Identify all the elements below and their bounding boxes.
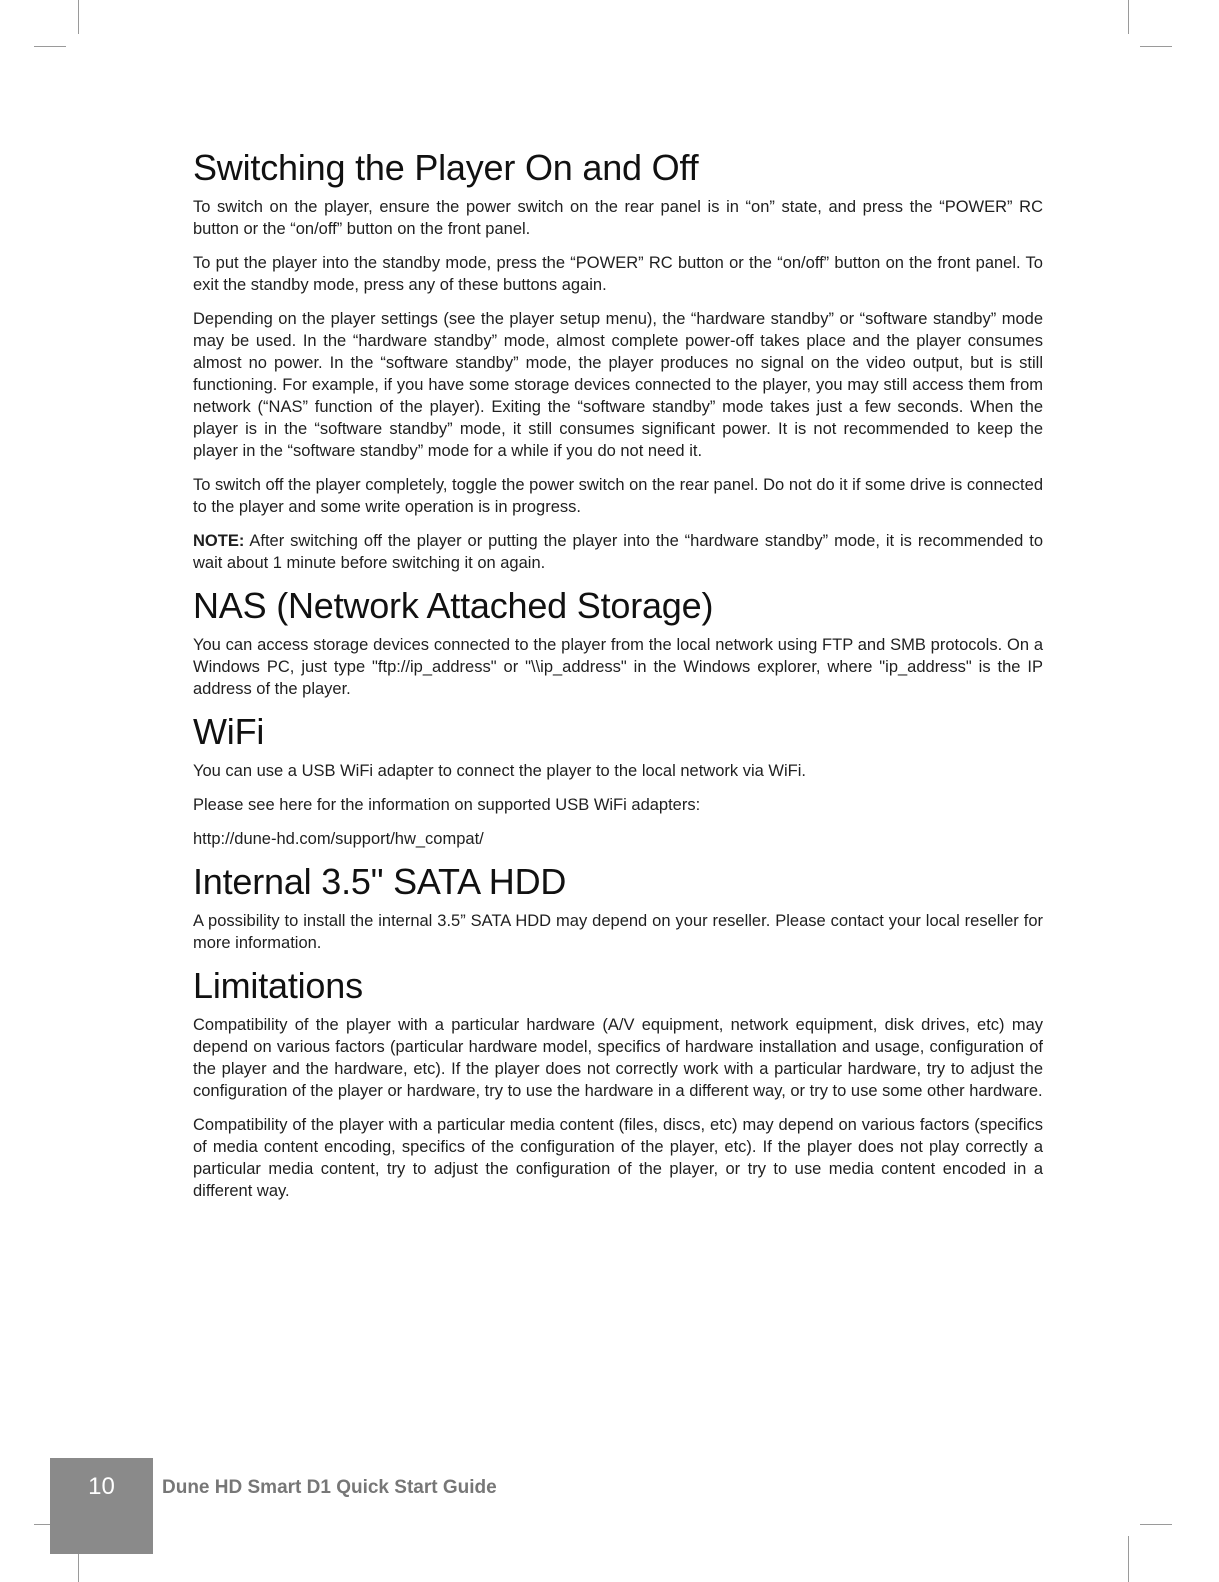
section-switching [193,148,1043,574]
section-heading: NAS (Network Attached Storage) [193,585,714,626]
crop-mark [34,46,66,47]
paragraph: Please see here for the information on supported USB WiFi adapters: [193,796,701,814]
paragraph: Depending on the player settings (see the player setup menu), the “hardware standby” or “software standby” mode may be used. In the “hardware standby” mode, almost complete power-off takes place and the player consumes almost no power. In the “software standby” mode, the player produces no signal on the video output, but is still functioning. For example, if you have some storage devices connected to the player, you may still access them from network (“NAS” function of the player). Exiting the “software standby” mode takes just a few seconds. When the player is in the “software standby” mode, it still consumes significant power. It is not recommended to keep the player in the “software standby” mode for a while if you do not need it. [193,310,1043,460]
crop-mark [1140,46,1172,47]
section-wifi [193,712,1043,850]
paragraph: Compatibility of the player with a particular hardware (A/V equipment, network equipment, disk drives, etc) may depend on various factors (particular hardware model, specifics of hardware installation and usage, configuration of the player and the hardware, etc). If the player does not correctly work with a particular hardware, try to adjust the configuration of the player or hardware, try to use the hardware in a different way, or try to use some other hardware. [193,1016,1043,1100]
paragraph: To put the player into the standby mode, press the “POWER” RC button or the “on/off” button on the front panel. To exit the standby mode, press any of these buttons again. [193,254,1043,294]
paragraph: A possibility to install the internal 3.5” SATA HDD may depend on your reseller. Please contact your local reseller for more information. [193,912,1043,952]
paragraph: Compatibility of the player with a particular media content (files, discs, etc) may depend on various factors (specifics of media content encoding, specifics of the configuration of the player, etc). If the player does not play correctly a particular media content, try to adjust the configuration of the player, or try to use media content encoded in a different way. [193,1116,1043,1200]
section-heading: Internal 3.5" SATA HDD [193,861,567,902]
crop-mark [1128,1536,1129,1582]
section-heading: WiFi [193,711,265,752]
section-nas [193,586,1043,700]
crop-mark [1140,1524,1172,1525]
page-number: 10 [88,1473,115,1500]
footer-title: Dune HD Smart D1 Quick Start Guide [162,1477,497,1498]
paragraph: You can use a USB WiFi adapter to connect the player to the local network via WiFi. [193,762,806,780]
section-sata-hdd [193,862,1043,954]
crop-mark [78,0,79,34]
section-heading: Limitations [193,965,363,1006]
note-text: After switching off the player or putting the player into the “hardware standby” mode, it is recommended to wait about 1 minute before switching it on again. [193,532,1043,572]
section-heading: Switching the Player On and Off [193,147,699,188]
crop-mark [1128,0,1129,34]
paragraph: To switch on the player, ensure the power switch on the rear panel is in “on” state, and press the “POWER” RC button or the “on/off” button on the front panel. [193,198,1043,238]
section-limitations [193,966,1043,1202]
url-text: http://dune-hd.com/support/hw_compat/ [193,830,484,848]
note-label: NOTE: [193,532,245,550]
note-paragraph [193,530,1043,574]
paragraph: To switch off the player completely, toggle the power switch on the rear panel. Do not do it if some drive is connected to the player and some write operation is in progress. [193,476,1043,516]
paragraph: You can access storage devices connected to the player from the local network using FTP and SMB protocols. On a Windows PC, just type "ftp://ip_address" or "\\ip_address" in the Windows explorer, where "ip_address" is the IP address of the player. [193,636,1043,698]
page-content [193,148,1043,1214]
